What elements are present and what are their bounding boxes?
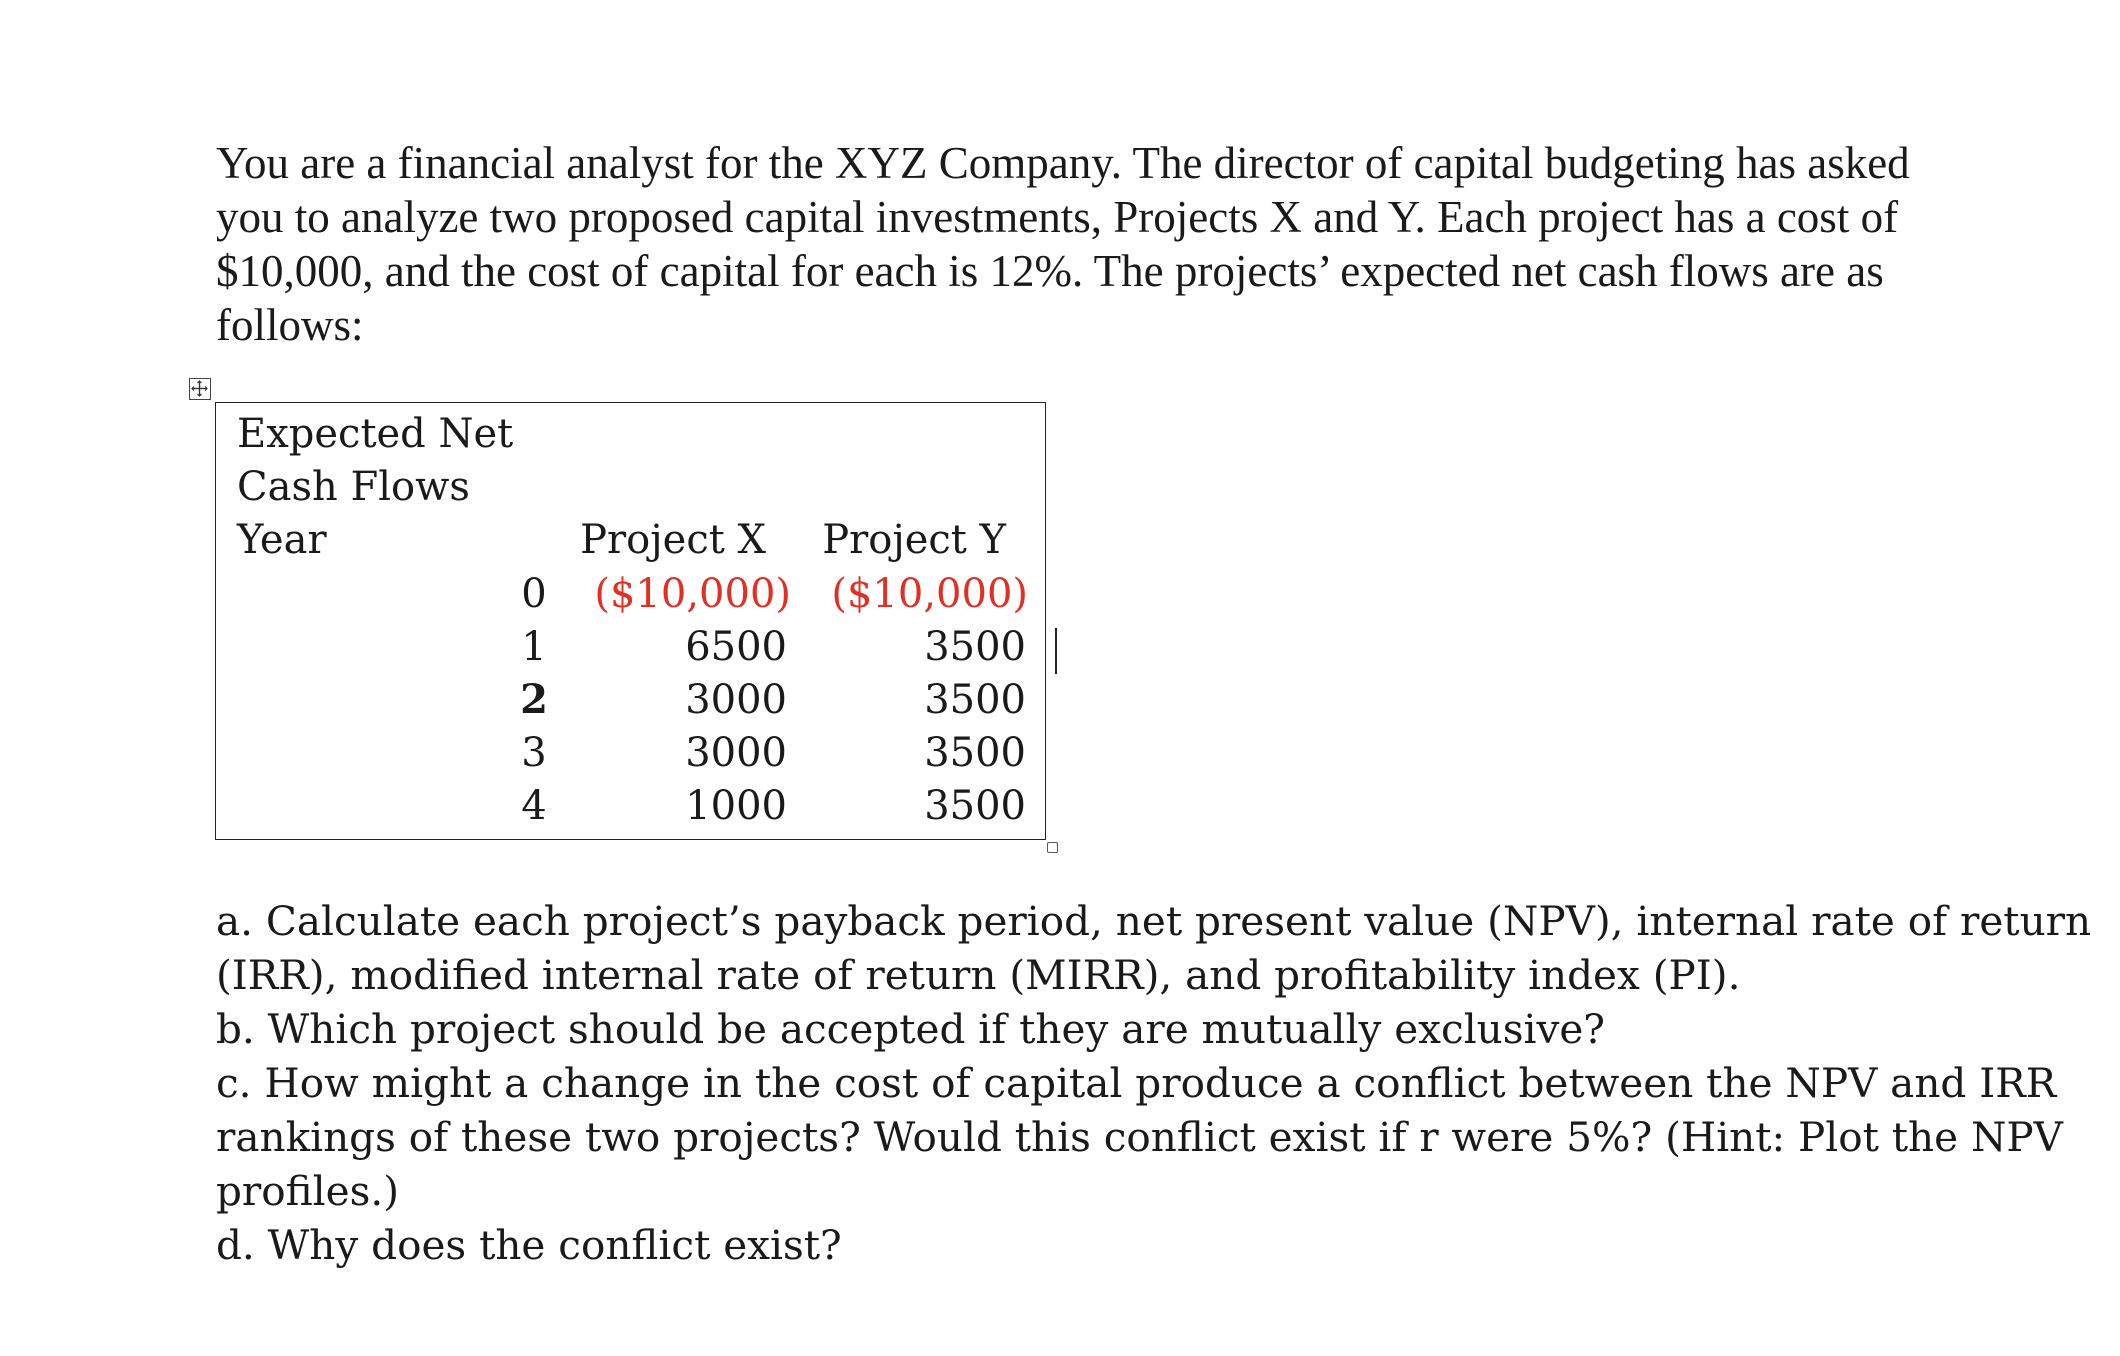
table-move-icon[interactable] bbox=[189, 378, 211, 400]
intro-line-1: You are a financial analyst for the XYZ Company. The director of capital budgeting has asked bbox=[216, 138, 1910, 188]
text-cursor bbox=[1055, 628, 1057, 674]
table-caption-line-2: Cash Flows bbox=[237, 464, 470, 510]
question-a-line-1: a. Calculate each project’s payback period, net present value (NPV), internal rate of return bbox=[216, 897, 2092, 945]
year-4: 4 bbox=[521, 783, 547, 829]
year-header: Year bbox=[237, 517, 327, 563]
project-x-year-0: ($10,000) bbox=[594, 571, 791, 617]
questions-list bbox=[216, 894, 2092, 1272]
year-1: 1 bbox=[521, 624, 547, 670]
question-c-line-2: rankings of these two projects? Would this conflict exist if r were 5%? (Hint: Plot the NPV bbox=[216, 1113, 2063, 1161]
intro-line-4: follows: bbox=[216, 300, 364, 350]
question-c-line-1: c. How might a change in the cost of capital produce a conflict between the NPV and IRR bbox=[216, 1059, 2057, 1107]
year-2: 2 bbox=[520, 676, 548, 723]
project-x-year-1: 6500 bbox=[685, 624, 787, 670]
question-b: b. Which project should be accepted if they are mutually exclusive? bbox=[216, 1005, 1606, 1053]
intro-line-2: you to analyze two proposed capital investments, Projects X and Y. Each project has a cost of bbox=[216, 192, 1899, 242]
project-y-year-2: 3500 bbox=[924, 677, 1026, 723]
table-resize-icon[interactable] bbox=[1047, 842, 1058, 853]
project-x-year-3: 3000 bbox=[685, 730, 787, 776]
question-a-line-2: (IRR), modified internal rate of return (MIRR), and profitability index (PI). bbox=[216, 951, 1741, 999]
year-0: 0 bbox=[521, 571, 547, 617]
intro-paragraph bbox=[216, 136, 2016, 352]
project-y-year-0: ($10,000) bbox=[831, 571, 1028, 617]
table-caption-line-1: Expected Net bbox=[237, 411, 514, 457]
project-x-year-4: 1000 bbox=[685, 783, 787, 829]
project-y-year-4: 3500 bbox=[924, 783, 1026, 829]
year-3: 3 bbox=[521, 730, 547, 776]
question-c-line-3: profiles.) bbox=[216, 1167, 400, 1215]
project-y-header: Project Y bbox=[822, 517, 1006, 563]
project-x-header: Project X bbox=[580, 517, 766, 563]
project-y-year-1: 3500 bbox=[924, 624, 1026, 670]
project-y-year-3: 3500 bbox=[924, 730, 1026, 776]
question-d: d. Why does the conflict exist? bbox=[216, 1221, 842, 1269]
project-x-year-2: 3000 bbox=[685, 677, 787, 723]
intro-line-3: $10,000, and the cost of capital for each is 12%. The projects’ expected net cash flows are as bbox=[216, 246, 1884, 296]
